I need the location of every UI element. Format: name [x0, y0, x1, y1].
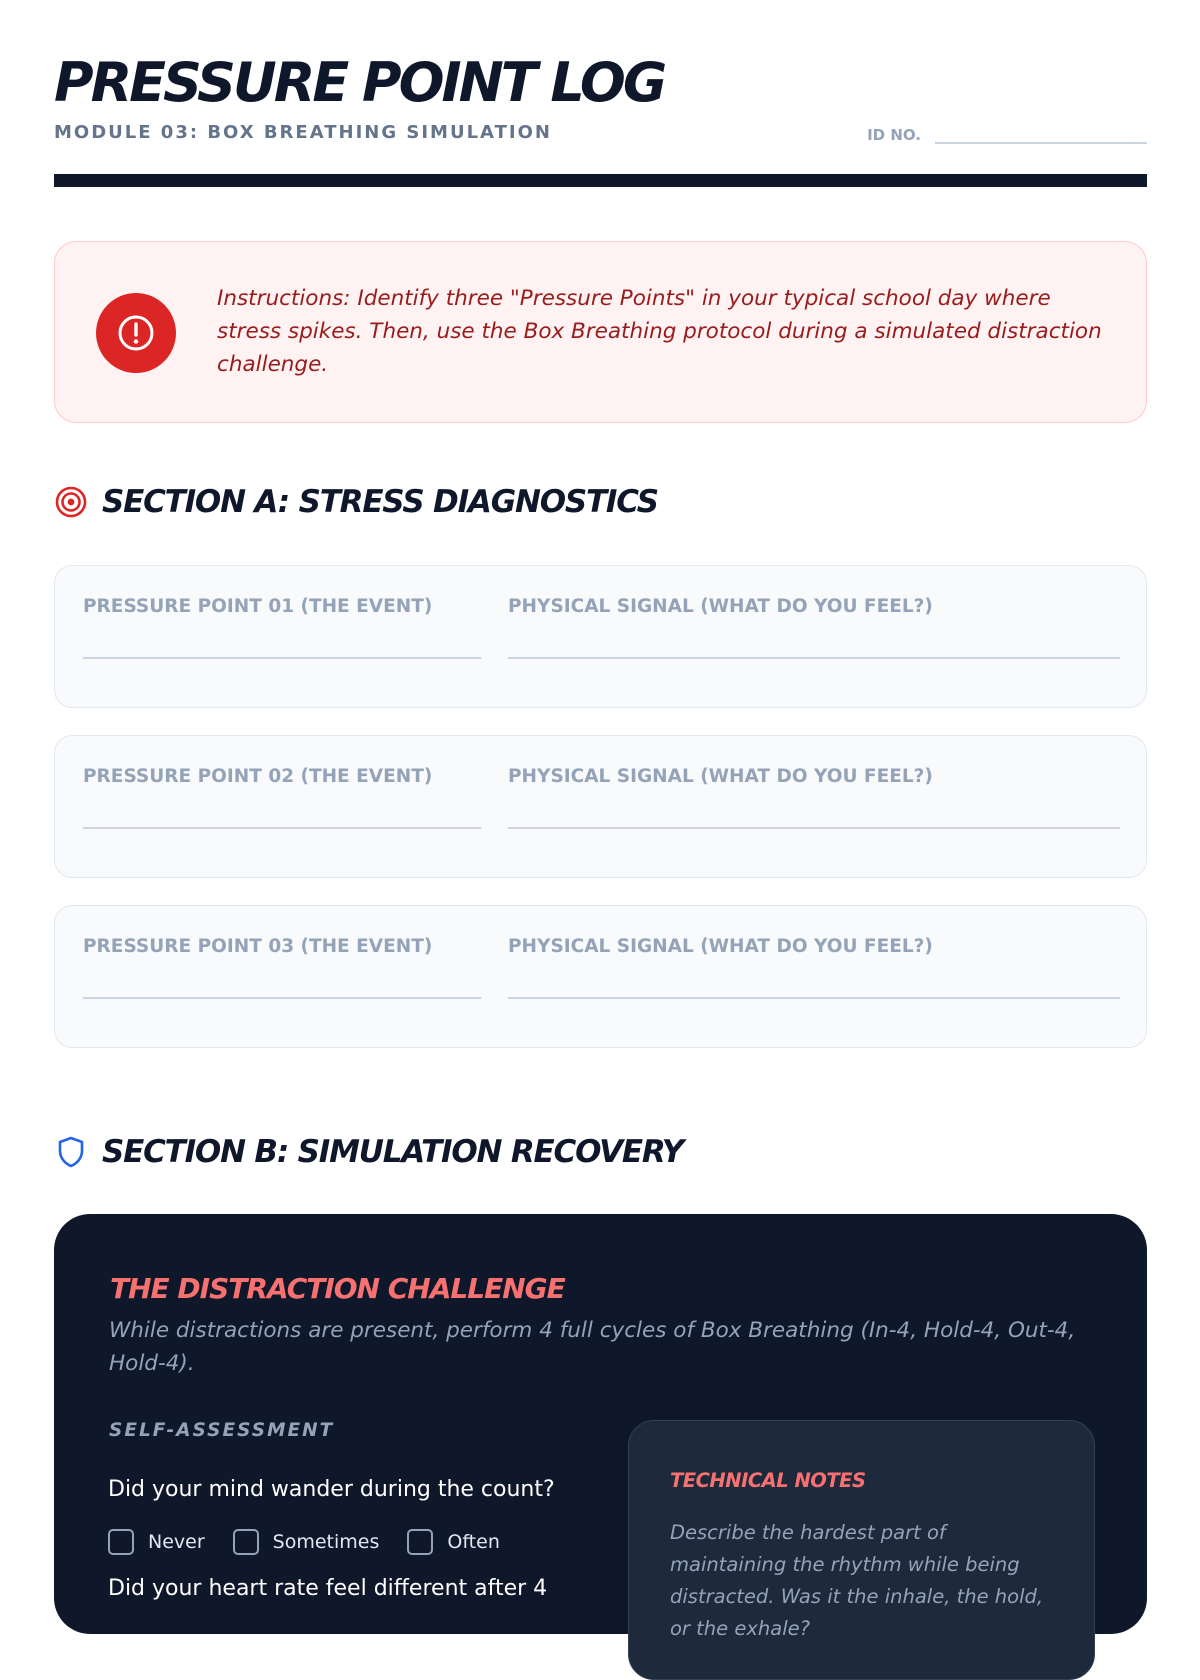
worksheet-header: [54, 51, 1147, 144]
signal-label: PHYSICAL SIGNAL (WHAT DO YOU FEEL?): [508, 766, 933, 787]
technical-notes-title: TECHNICAL NOTES: [670, 1469, 866, 1492]
technical-notes-text: Describe the hardest part of maintaining the rhythm while being distracted. Was it the inhale, the hold, or the exhale?: [670, 1521, 1044, 1640]
page-title: PRESSURE POINT LOG: [54, 51, 665, 114]
section-b-title: SECTION B: SIMULATION RECOVERY: [102, 1134, 683, 1170]
pressure-point-card: [54, 905, 1147, 1048]
signal-input-line[interactable]: [508, 827, 1120, 829]
option-never[interactable]: [108, 1529, 205, 1555]
event-field: [83, 766, 481, 829]
event-input-line[interactable]: [83, 827, 481, 829]
section-b-heading: [54, 1134, 683, 1170]
event-label: PRESSURE POINT 01 (THE EVENT): [83, 596, 433, 617]
option-label: Sometimes: [272, 1531, 380, 1553]
section-a-heading: [54, 484, 658, 520]
instructions-callout: [54, 241, 1147, 423]
event-field: [83, 936, 481, 999]
distraction-challenge-panel: [54, 1214, 1147, 1640]
challenge-description: While distractions are present, perform 4 full cycles of Box Breathing (In-4, Hold-4, Out-4, Hold-4).: [109, 1318, 1076, 1376]
challenge-title: THE DISTRACTION CHALLENGE: [110, 1272, 565, 1305]
option-label: Never: [148, 1531, 205, 1553]
section-a-title: SECTION A: STRESS DIAGNOSTICS: [102, 484, 658, 520]
shield-icon: [54, 1135, 88, 1169]
option-label: Often: [447, 1531, 500, 1553]
event-input-line[interactable]: [83, 997, 481, 999]
signal-label: PHYSICAL SIGNAL (WHAT DO YOU FEEL?): [508, 936, 933, 957]
question-mind-wander: Did your mind wander during the count?: [108, 1477, 555, 1502]
question-heart-rate: Did your heart rate feel different after 4: [108, 1576, 548, 1601]
id-field-group: [867, 122, 1147, 144]
technical-notes-card: [628, 1420, 1095, 1680]
target-icon: [54, 485, 88, 519]
checkbox[interactable]: [108, 1529, 134, 1555]
event-label: PRESSURE POINT 02 (THE EVENT): [83, 766, 433, 787]
id-label: ID NO.: [867, 126, 921, 144]
self-assessment-title: SELF-ASSESSMENT: [109, 1420, 335, 1441]
instructions-text: Instructions: Identify three "Pressure Points" in your typical school day where stress spikes. Then, use the Box Breathing protocol during a simulated distraction challenge.: [217, 286, 1102, 377]
frequency-options: [108, 1529, 528, 1555]
signal-field: [508, 766, 1120, 829]
event-label: PRESSURE POINT 03 (THE EVENT): [83, 936, 433, 957]
signal-input-line[interactable]: [508, 657, 1120, 659]
header-divider: [54, 174, 1147, 187]
pressure-point-card: [54, 565, 1147, 708]
id-input-line[interactable]: [935, 122, 1147, 144]
event-input-line[interactable]: [83, 657, 481, 659]
pressure-point-card: [54, 735, 1147, 878]
alert-circle-icon: [96, 293, 176, 373]
checkbox[interactable]: [233, 1529, 259, 1555]
checkbox[interactable]: [407, 1529, 433, 1555]
event-field: [83, 596, 481, 659]
option-often[interactable]: [407, 1529, 500, 1555]
option-sometimes[interactable]: [233, 1529, 380, 1555]
signal-field: [508, 936, 1120, 999]
signal-input-line[interactable]: [508, 997, 1120, 999]
module-subtitle: MODULE 03: BOX BREATHING SIMULATION: [54, 122, 552, 143]
signal-label: PHYSICAL SIGNAL (WHAT DO YOU FEEL?): [508, 596, 933, 617]
signal-field: [508, 596, 1120, 659]
